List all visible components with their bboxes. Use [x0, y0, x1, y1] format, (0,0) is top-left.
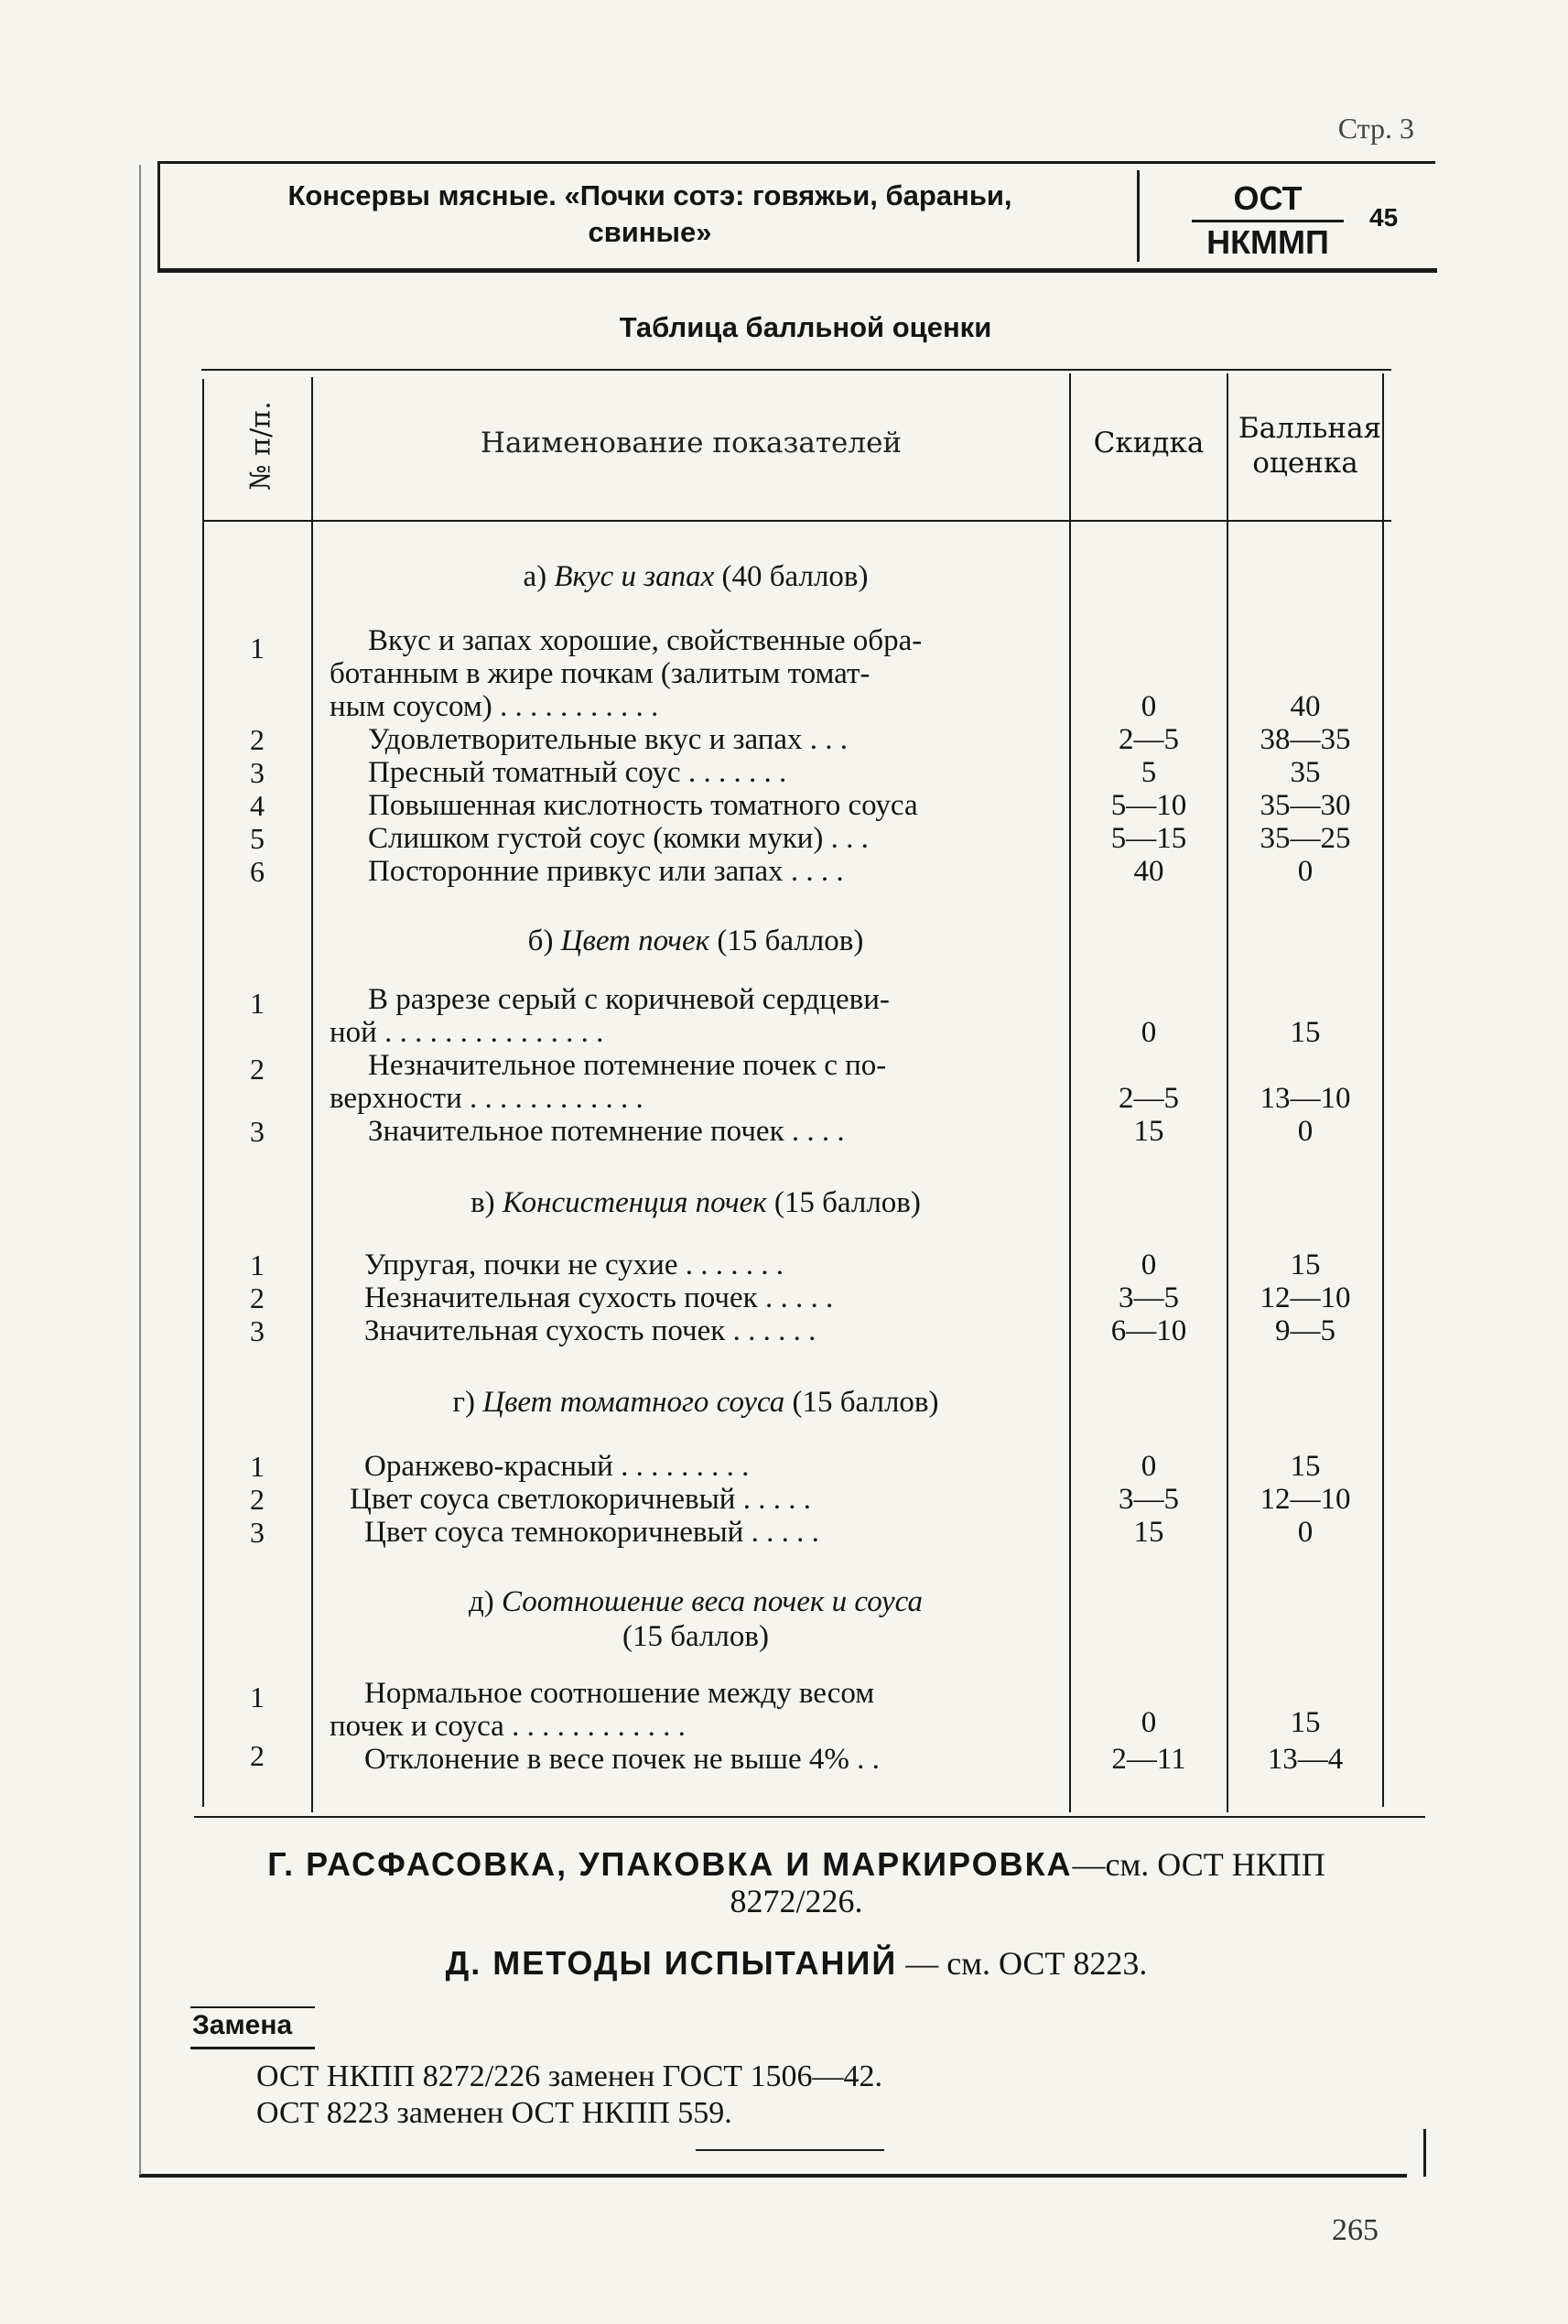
standard-number: 45: [1369, 203, 1399, 232]
row-score: 13—4: [1267, 1743, 1344, 1776]
table-caption: Таблица балльной оценки: [619, 311, 992, 343]
section-packaging: Г. РАСФАСОВКА, УПАКОВКА И МАРКИРОВКА—см. ОСТ НКПП: [267, 1845, 1325, 1883]
table-col-discount: [1227, 373, 1228, 1812]
section-packaging-line2: 8272/226.: [730, 1883, 863, 1919]
header-bottom-rule: [157, 268, 1437, 273]
row-number: 2: [250, 1739, 265, 1772]
row-number: 6: [250, 855, 265, 888]
row-score: 40: [1290, 690, 1321, 723]
row-description: Незначительная сухость почек . . . . .: [364, 1281, 834, 1314]
row-number: 1: [250, 1681, 265, 1713]
row-number: 5: [250, 822, 265, 855]
row-number: 1: [250, 1248, 265, 1281]
row-description: Отклонение в весе почек не выше 4% . .: [364, 1743, 880, 1776]
row-description: Пресный томатный соус . . . . . . .: [368, 756, 787, 789]
header-top-rule: [157, 161, 1435, 164]
section-heading: а) Вкус и запах (40 баллов): [523, 560, 869, 593]
row-discount: 0: [1141, 690, 1157, 723]
header-title-line1: Консервы мясные. «Почки сотэ: говяжьи, бараньи,: [287, 179, 1012, 211]
column-header-score-line2: оценка: [1252, 447, 1358, 480]
row-discount: 5: [1141, 756, 1157, 789]
standard-fraction-bar: [1192, 220, 1344, 222]
row-score: 38—35: [1260, 723, 1351, 756]
column-header-discount: Скидка: [1093, 427, 1205, 459]
row-score: 15: [1290, 1706, 1321, 1739]
row-score: 0: [1297, 1115, 1314, 1148]
row-score: 12—10: [1260, 1483, 1351, 1516]
header-title-line2: свиные»: [588, 216, 712, 248]
section-heading-points: (15 баллов): [622, 1620, 769, 1653]
table-col-num: [311, 377, 313, 1812]
table-col-left: [202, 379, 204, 1807]
row-discount: 0: [1141, 1706, 1157, 1739]
row-discount: 0: [1141, 1016, 1157, 1049]
row-discount: 6—10: [1110, 1314, 1187, 1347]
row-discount: 15: [1133, 1516, 1164, 1549]
row-discount: 0: [1141, 1450, 1157, 1483]
page-left-edge: [139, 165, 141, 2175]
row-score: 9—5: [1275, 1314, 1336, 1347]
row-score: 15: [1290, 1248, 1321, 1281]
row-discount: 2—5: [1119, 1082, 1179, 1115]
row-score: 35: [1290, 756, 1321, 789]
row-discount: 3—5: [1119, 1483, 1179, 1516]
row-score: 12—10: [1260, 1281, 1351, 1314]
row-score: 35—25: [1260, 822, 1351, 855]
row-discount: 2—11: [1111, 1743, 1186, 1776]
row-number: 2: [250, 1281, 265, 1314]
row-score: 0: [1297, 855, 1314, 888]
row-number: 2: [250, 723, 265, 756]
row-number: 3: [250, 756, 265, 789]
row-description: В разрезе серый с коричневой сердцеви- ной . . . . . . . . . . . . . . .: [330, 983, 890, 1049]
row-discount: 40: [1133, 855, 1164, 888]
row-discount: 5—10: [1110, 789, 1187, 822]
replacement-line2: ОСТ 8223 заменен ОСТ НКПП 559.: [256, 2096, 732, 2130]
table-top-rule: [201, 369, 1391, 371]
replacement-title: Замена: [192, 2010, 293, 2040]
section-methods: Д. МЕТОДЫ ИСПЫТАНИЙ — см. ОСТ 8223.: [445, 1944, 1148, 1982]
row-description: Значительное потемнение почек . . . .: [368, 1115, 845, 1148]
column-header-score-line1: Балльная: [1238, 412, 1382, 445]
row-number: 1: [250, 632, 265, 665]
page-right-edge: [1423, 2129, 1426, 2177]
table-header-rule: [203, 520, 1391, 522]
column-header-name: Наименование показателей: [480, 427, 903, 459]
row-discount: 0: [1141, 1248, 1157, 1281]
page-reference: Стр. 3: [1337, 112, 1414, 145]
section-heading: г) Цвет томатного соуса (15 баллов): [452, 1386, 939, 1419]
row-description: Значительная сухость почек . . . . . .: [364, 1314, 816, 1347]
row-score: 35—30: [1260, 789, 1351, 822]
row-number: 3: [250, 1516, 265, 1549]
row-description: Повышенная кислотность томатного соуса: [368, 789, 918, 822]
row-discount: 5—15: [1110, 822, 1187, 855]
row-discount: 3—5: [1119, 1281, 1179, 1314]
row-score: 0: [1297, 1516, 1314, 1549]
row-discount: 15: [1133, 1115, 1164, 1148]
table-col-right: [1382, 373, 1384, 1807]
header-left-rule: [157, 161, 160, 271]
row-description: Удовлетворительные вкус и запах . . .: [368, 723, 849, 756]
row-description: Нормальное соотношение между весом почек и соуса . . . . . . . . . . . .: [330, 1677, 875, 1743]
standard-bottom: НКММП: [1206, 223, 1329, 261]
row-score: 13—10: [1260, 1082, 1351, 1115]
row-description: Цвет соуса темнокоричневый . . . . .: [364, 1516, 819, 1549]
row-score: 15: [1290, 1450, 1321, 1483]
row-number: 4: [250, 789, 265, 822]
replacement-line1: ОСТ НКПП 8272/226 заменен ГОСТ 1506—42.: [256, 2059, 883, 2093]
row-description: Посторонние привкус или запах . . . .: [368, 855, 844, 888]
column-header-number: № п/п.: [244, 401, 277, 491]
row-number: 3: [250, 1115, 265, 1148]
row-number: 3: [250, 1314, 265, 1347]
footer-short-rule: [696, 2149, 884, 2151]
row-description: Упругая, почки не сухие . . . . . . .: [364, 1248, 784, 1281]
row-number: 2: [250, 1053, 265, 1086]
section-heading: д) Соотношение веса почек и соуса: [469, 1585, 923, 1618]
section-heading: б) Цвет почек (15 баллов): [527, 924, 864, 957]
row-description: Незначительное потемнение почек с по- верхности . . . . . . . . . . . .: [330, 1049, 887, 1115]
row-description: Оранжево-красный . . . . . . . . .: [364, 1450, 750, 1483]
footer-rule: [139, 2174, 1407, 2178]
row-discount: 2—5: [1119, 723, 1179, 756]
row-description: Цвет соуса светлокоричневый . . . . .: [350, 1483, 811, 1516]
header-divider: [1137, 170, 1140, 262]
replacement-rule-top: [190, 2006, 315, 2008]
row-number: 1: [250, 1450, 265, 1483]
section-heading: в) Консистенция почек (15 баллов): [470, 1186, 921, 1219]
row-description: Вкус и запах хорошие, свойственные обра- ботанным в жире почкам (залитым томат- ным соусом) . . . . . . . . . . .: [330, 624, 923, 723]
page-number: 265: [1332, 2213, 1379, 2247]
table-bottom-rule: [194, 1816, 1425, 1818]
replacement-rule-bottom: [190, 2047, 315, 2049]
standard-top: ОСТ: [1233, 179, 1303, 217]
row-number: 2: [250, 1483, 265, 1516]
row-number: 1: [250, 987, 265, 1020]
row-description: Слишком густой соус (комки муки) . . .: [368, 822, 869, 855]
row-score: 15: [1290, 1016, 1321, 1049]
